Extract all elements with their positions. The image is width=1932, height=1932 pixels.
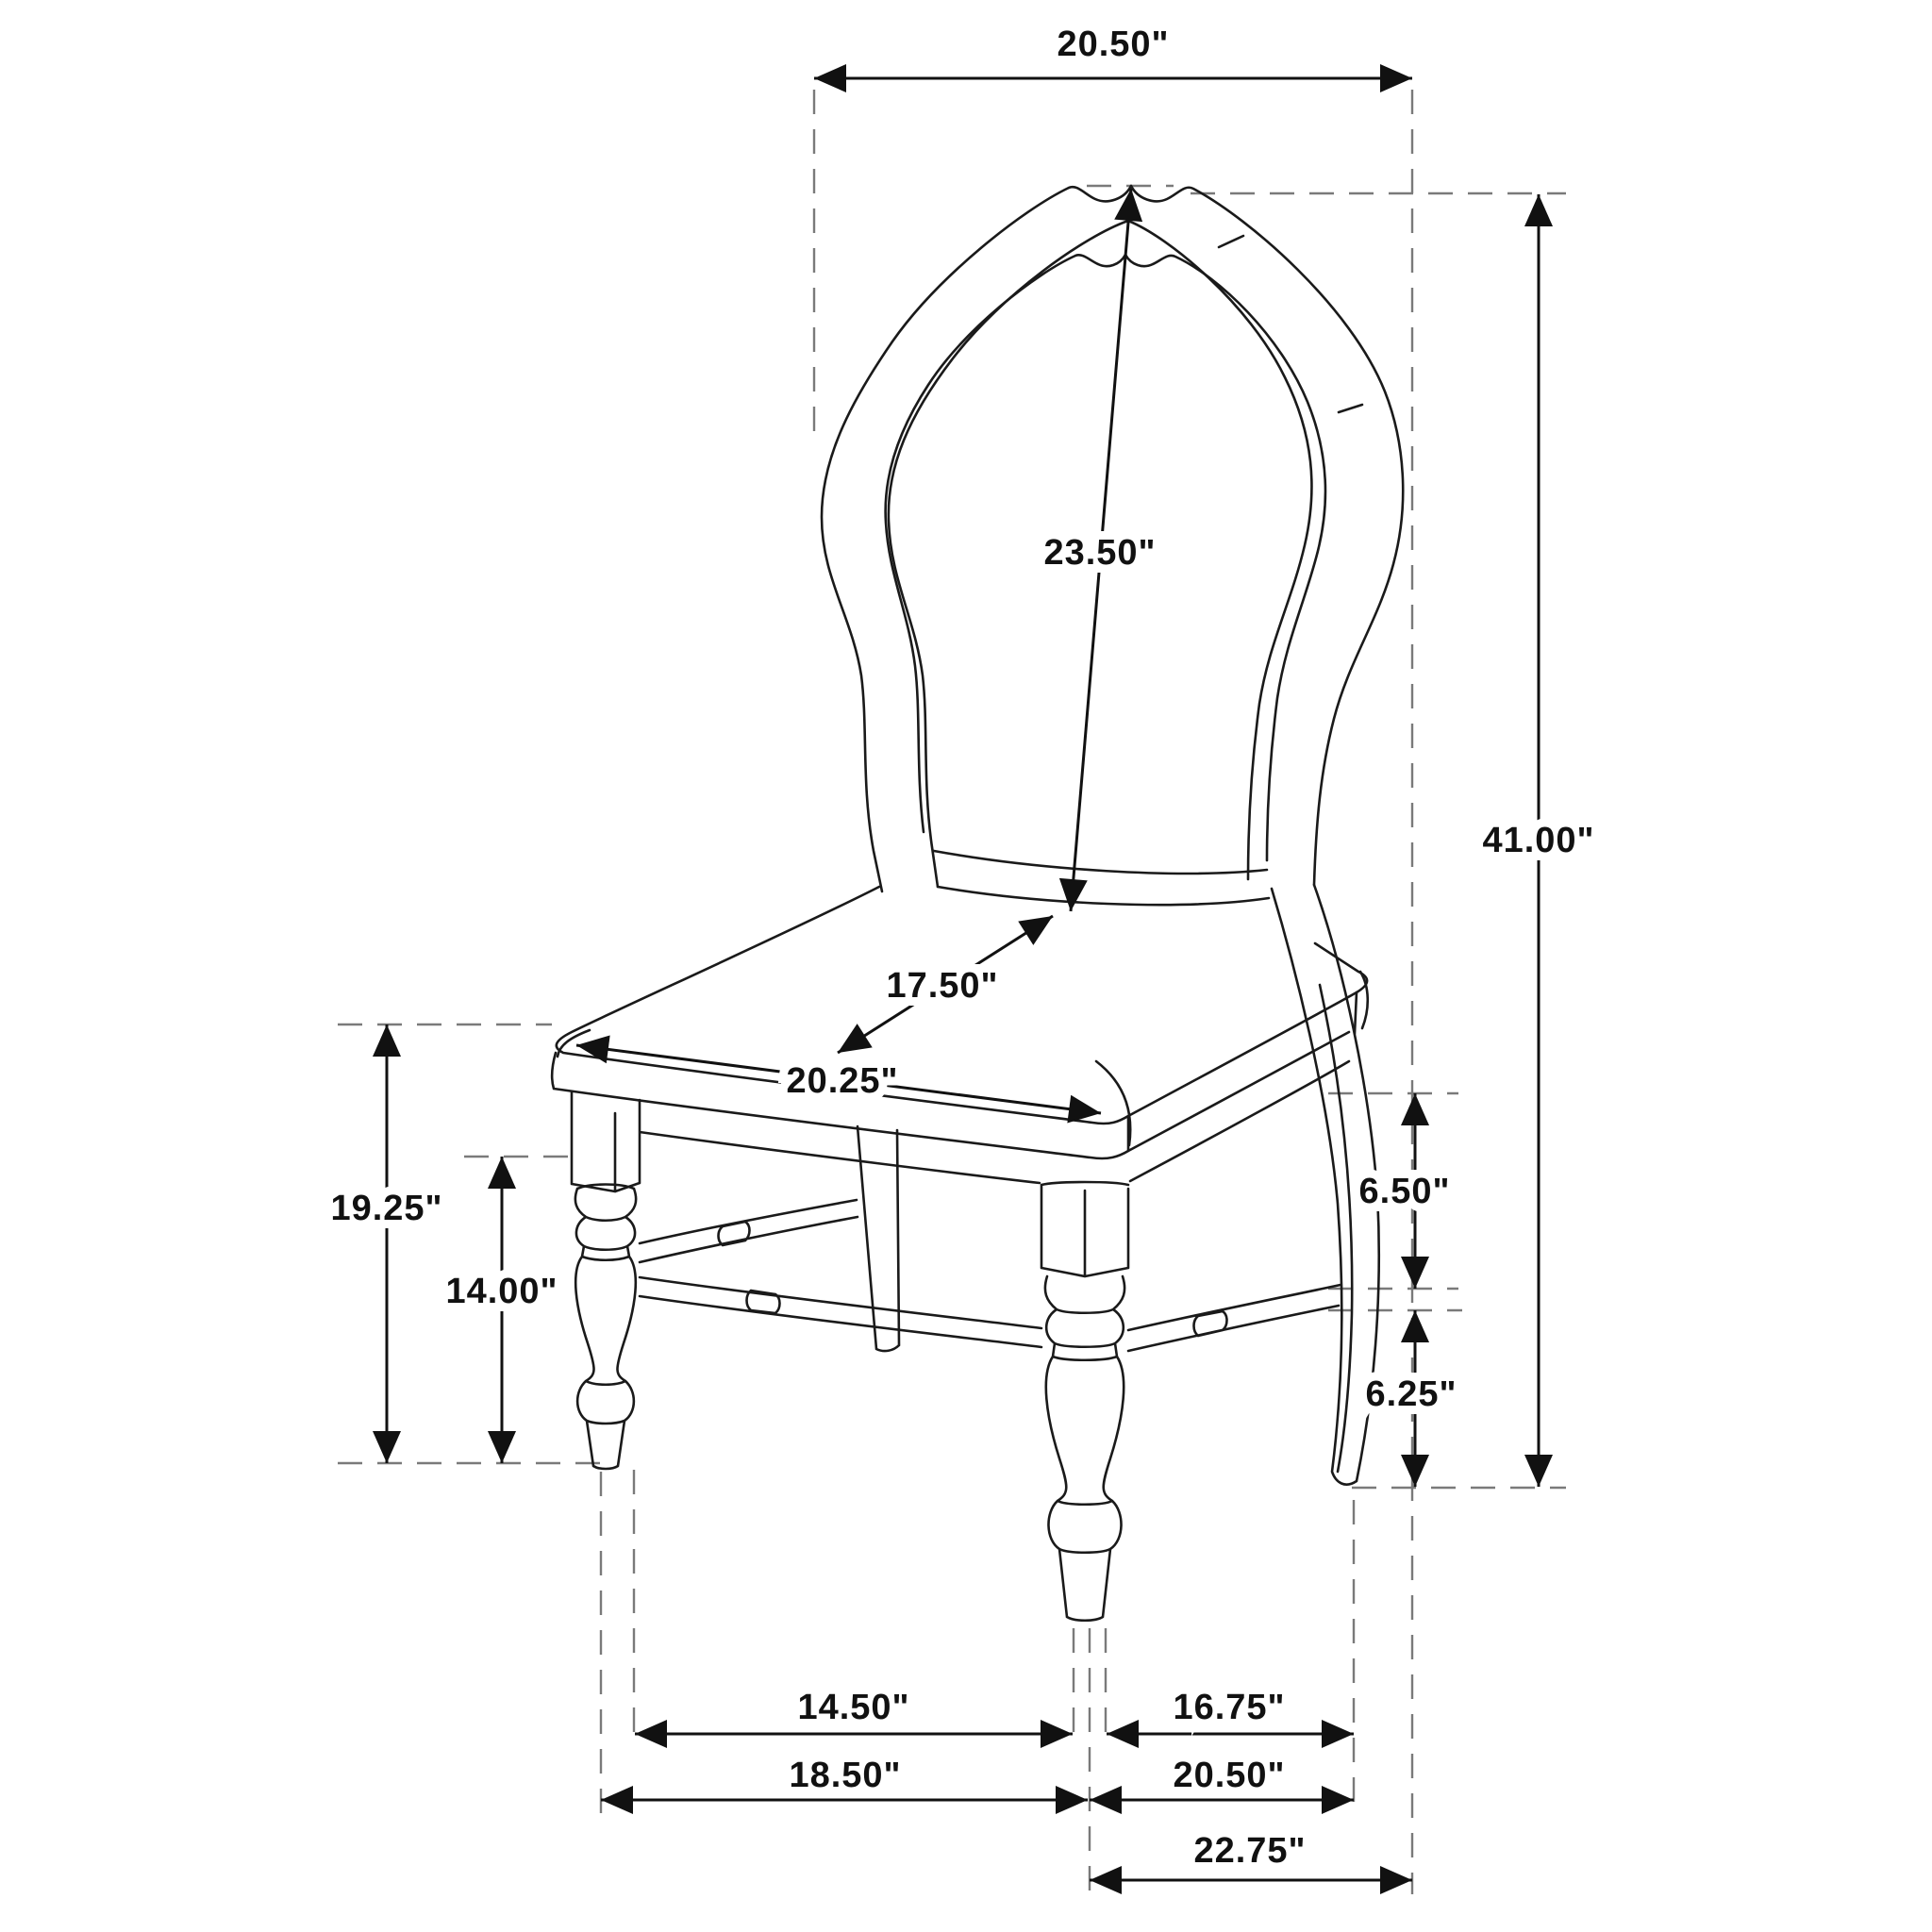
dimension-label: 20.50" [1173, 1756, 1286, 1795]
arrowhead [1041, 1720, 1073, 1748]
dimension-front-width-at-floor [601, 1756, 1088, 1814]
arrowhead [1524, 194, 1553, 226]
arrowhead [1322, 1720, 1354, 1748]
arrowhead [1401, 1455, 1429, 1487]
dimension-back-height [1043, 189, 1156, 911]
dimension-front-to-back-leg-spacing [1107, 1688, 1354, 1748]
dimension-overall-height [1482, 194, 1594, 1487]
dimension-annotations-layer [330, 25, 1594, 1894]
chair-back-bottom-rail [934, 851, 1269, 905]
arrowhead [1401, 1093, 1429, 1125]
arrowhead [1322, 1786, 1354, 1814]
dimension-side-depth-at-floor [1090, 1756, 1354, 1814]
dimension-label: 41.00" [1482, 821, 1595, 860]
arrowhead [1018, 916, 1053, 945]
arrowhead [488, 1157, 516, 1189]
arrowhead [1107, 1720, 1139, 1748]
arrowhead [1401, 1310, 1429, 1342]
arrowhead [488, 1431, 516, 1463]
chair-drawing [552, 186, 1403, 1621]
dimension-overall-depth [1090, 1831, 1412, 1894]
arrowhead [1090, 1866, 1122, 1894]
dimension-label: 20.25" [786, 1061, 899, 1101]
arrowhead [814, 64, 846, 92]
chair-front-stretcher [640, 1277, 1041, 1347]
arrowhead [635, 1720, 667, 1748]
dimension-label: 18.50" [789, 1756, 902, 1795]
dimension-stretcher-to-floor [1366, 1310, 1457, 1487]
dimension-label: 23.50" [1043, 533, 1157, 573]
arrowhead [1067, 1095, 1101, 1124]
arrowhead [1380, 1866, 1412, 1894]
chair-seat-rail [572, 1061, 1349, 1191]
arrowhead [373, 1024, 401, 1057]
chair-front-right-leg [1041, 1182, 1128, 1621]
chair-front-left-leg [575, 1185, 636, 1470]
arrowhead [1380, 64, 1412, 92]
dimension-label: 14.00" [445, 1272, 558, 1311]
dimension-back-width [814, 25, 1412, 92]
arrowhead [1059, 878, 1088, 911]
dimension-label: 17.50" [886, 966, 999, 1006]
arrowhead [838, 1024, 873, 1053]
dimension-label: 22.75" [1193, 1831, 1307, 1871]
chair-right-stretcher [1128, 1285, 1341, 1351]
dimension-label: 6.50" [1358, 1172, 1451, 1211]
dimension-seat-depth [838, 916, 1053, 1053]
dimension-label: 19.25" [330, 1189, 443, 1228]
dimension-front-leg-height [445, 1157, 558, 1463]
chair-rear-left-leg [858, 1126, 899, 1351]
dimension-seat-height [330, 1024, 442, 1463]
dimension-seat-width [576, 1035, 1101, 1123]
arrowhead [601, 1786, 633, 1814]
arrowhead [576, 1035, 610, 1063]
dimension-seat-rail-to-stretcher [1359, 1093, 1451, 1289]
dimension-label: 16.75" [1173, 1688, 1286, 1727]
dimension-label: 6.25" [1365, 1374, 1457, 1414]
dimension-label: 20.50" [1057, 25, 1170, 64]
arrowhead [1090, 1786, 1122, 1814]
arrowhead [373, 1431, 401, 1463]
dimension-label: 14.50" [797, 1688, 910, 1727]
arrowhead [1524, 1455, 1553, 1487]
dimension-front-leg-spacing [635, 1688, 1073, 1748]
arrowhead [1056, 1786, 1088, 1814]
arrowhead [1401, 1257, 1429, 1289]
chair-left-stretcher [640, 1200, 858, 1262]
